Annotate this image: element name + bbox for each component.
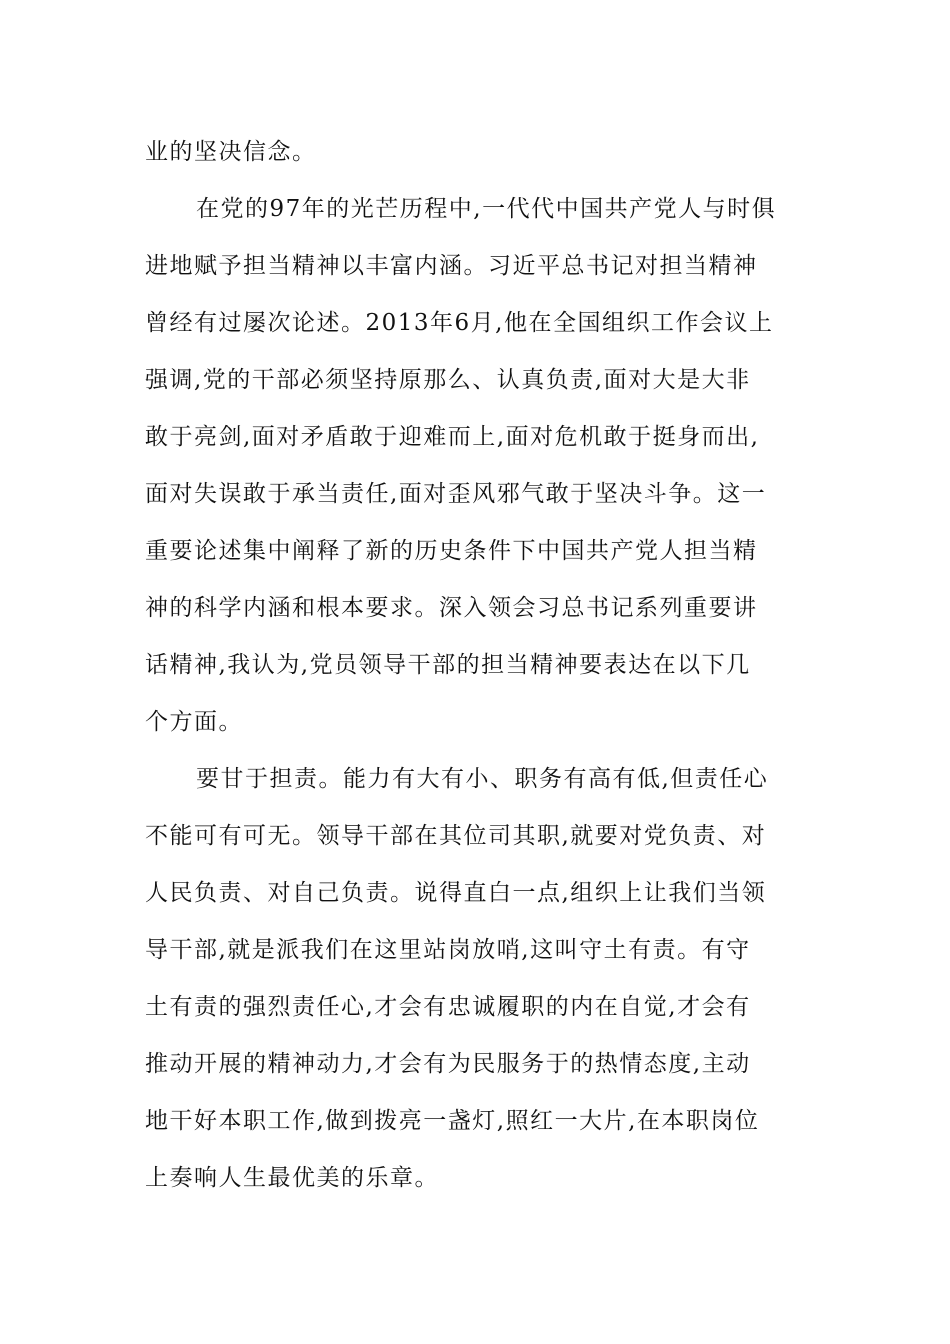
text-line: 强调,党的干部必须坚持原那么、认真负责,面对大是大非: [145, 367, 751, 393]
text-line: 神的科学内涵和根本要求。深入领会习总书记系列重要讲: [145, 595, 758, 621]
text-line: 人民负责、对自己负责。说得直白一点,组织上让我们当领: [145, 880, 767, 906]
text-line: 进地赋予担当精神以丰富内涵。习近平总书记对担当精神: [145, 253, 758, 279]
text-line: 推动开展的精神动力,才会有为民服务于的热情态度,主动: [145, 1051, 751, 1077]
text-line: 敢于亮剑,面对矛盾敢于迎难而上,面对危机敢于挺身而出,: [145, 424, 760, 450]
text-line: 面对失误敢于承当责任,面对歪风邪气敢于坚决斗争。这一: [145, 481, 767, 507]
paragraph-first-line: 在党的97年的光芒历程中,一代代中国共产党人与时俱: [196, 196, 777, 222]
text-line: 上奏响人生最优美的乐章。: [145, 1165, 439, 1191]
text-line: 曾经有过屡次论述。2013年6月,他在全国组织工作会议上: [145, 310, 774, 336]
text-line: 不能可有可无。领导干部在其位司其职,就要对党负责、对: [145, 823, 767, 849]
text-line: 重要论述集中阐释了新的历史条件下中国共产党人担当精: [145, 538, 758, 564]
text-line: 业的坚决信念。: [145, 139, 317, 165]
text-line: 话精神,我认为,党员领导干部的担当精神要表达在以下几: [145, 652, 751, 678]
paragraph-first-line: 要甘于担责。能力有大有小、职务有高有低,但责任心: [196, 766, 769, 792]
text-line: 个方面。: [145, 709, 243, 735]
text-line: 导干部,就是派我们在这里站岗放哨,这叫守土有责。有守: [145, 937, 751, 963]
text-line: 土有责的强烈责任心,才会有忠诚履职的内在自觉,才会有: [145, 994, 751, 1020]
text-line: 地干好本职工作,做到拨亮一盏灯,照红一大片,在本职岗位: [145, 1108, 760, 1134]
